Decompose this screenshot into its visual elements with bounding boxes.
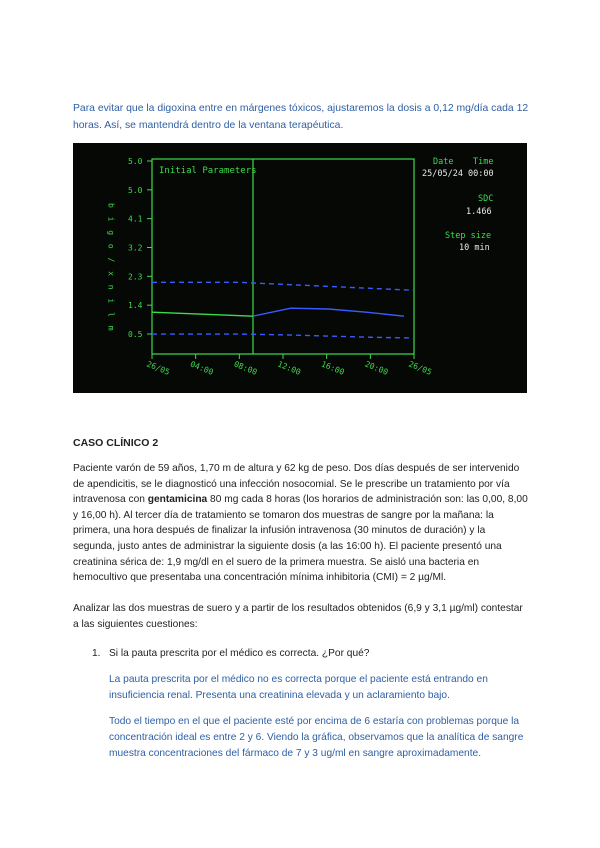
- sdc-value: 1.466: [466, 207, 492, 217]
- sdc-label: SDC: [478, 194, 494, 204]
- y-tick-label: 5.0: [128, 157, 143, 166]
- y-tick-label: 3.2: [128, 243, 143, 253]
- y-tick-label: 4.1: [128, 214, 143, 224]
- question-1: [92, 646, 522, 662]
- instructions-paragraph: Analizar las dos muestras de suero y a partir de los resultados obtenidos (6,9 y 3,1 µg/ml) contestar a las siguientes cuestiones:: [73, 603, 523, 630]
- y-tick-label: 2.3: [128, 272, 143, 282]
- x-tick-label: 26/05: [145, 359, 171, 377]
- drug-name: gentamicina: [147, 494, 208, 506]
- y-tick-label: 5.0: [128, 185, 143, 195]
- monitor-photo: [73, 143, 527, 393]
- y-tick-label: 0.5: [128, 330, 143, 339]
- x-tick-label: 12:00: [276, 359, 302, 377]
- time-value: 00:00: [468, 169, 494, 179]
- date-value: 25/05/24: [422, 169, 463, 179]
- x-tick-label: 08:00: [232, 359, 259, 377]
- x-tick-label: 16:00: [319, 359, 346, 377]
- step-size-label: Step size: [445, 231, 492, 241]
- y-axis-label: b i g o / x n i l m: [106, 203, 116, 333]
- case-title: CASO CLÍNICO 2: [73, 437, 159, 449]
- case-description-b: 80 mg cada 8 horas (los horarios de administración son: las 0,00, 8,00 y 16,00 h). Al tercer día de tratamiento se tomaron dos muestras de sangre por la mañana: la primera, una hora después de finalizar la infusión intravenosa (30 minutos de duración) y la segunda, justo antes de administrar la siguiente dosis (a las 16:00 h). El paciente presentó una creatinina sérica de: 1,9 mg/dl en el suero de la primera muestra. Se aisló una bacteria en hemocultivo que presentaba una concentración mínima inhibitoria (CMI) = 2 µg/Ml.: [73, 494, 528, 584]
- answer-1-paragraph-1: La pauta prescrita por el médico no es correcta porque el paciente está entrando en insuficiencia renal. Presenta una creatinina elevada y un aclaramiento bajo.: [109, 674, 488, 701]
- monitor-chart: [73, 143, 527, 393]
- step-size-value: 10 min: [459, 243, 490, 253]
- y-tick-label: 1.4: [128, 301, 143, 311]
- intro-paragraph: Para evitar que la digoxina entre en márgenes tóxicos, ajustaremos la dosis a 0,12 mg/día cada 12 horas. Así, se mantendrá dentro de la ventana terapéutica.: [73, 103, 529, 131]
- panel-title: Initial Parameters: [159, 166, 257, 176]
- time-label: Time: [473, 157, 494, 167]
- x-tick-label: 26/05: [407, 359, 433, 377]
- x-tick-label: 04:00: [188, 359, 215, 377]
- question-1-number: 1.: [92, 648, 101, 659]
- question-1-text: Si la pauta prescrita por el médico es correcta. ¿Por qué?: [109, 648, 370, 659]
- answer-1-paragraph-2: Todo el tiempo en el que el paciente esté por encima de 6 estaría con problemas porque la concentración ideal es entre 2 y 6. Viendo la gráfica, observamos que la analítica de sangre muestra concentraciones del fármaco de 7 y 3 ug/ml en sangre aproximadamente.: [109, 716, 524, 759]
- case-description-a: Paciente varón de 59 años, 1,70 m de altura y 62 kg de peso. Dos días después de ser intervenido de apendicitis, se le diagnosticó una infección nosocomial. Se le prescribe un tratamiento por vía intravenosa con: [73, 463, 520, 506]
- case-description: [73, 461, 529, 586]
- date-label: Date: [433, 157, 454, 167]
- x-tick-label: 20:00: [363, 359, 390, 377]
